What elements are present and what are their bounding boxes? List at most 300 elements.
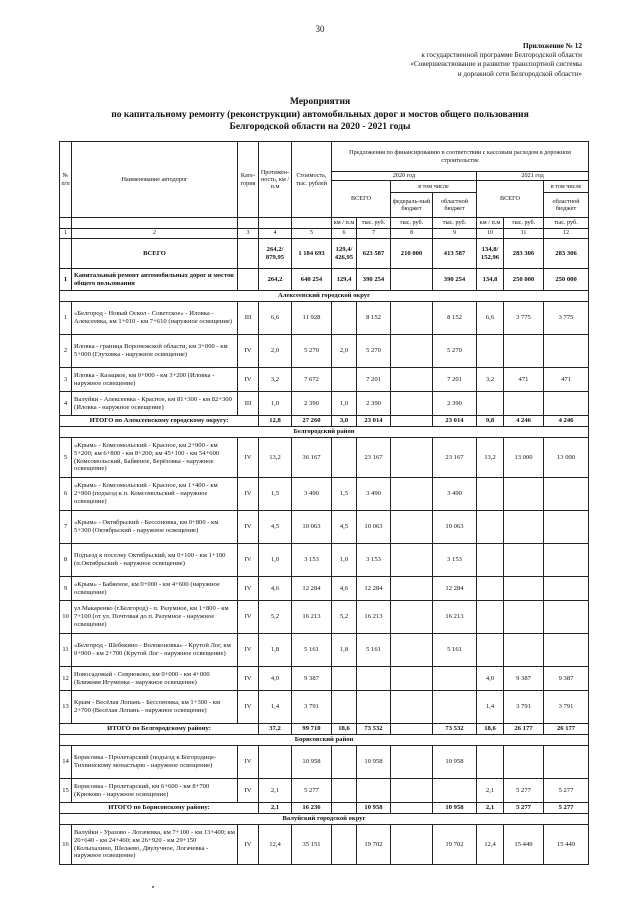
cell-length: 1,4 [259, 691, 292, 724]
cell-rub-2021 [504, 511, 544, 544]
cell-km-2020: 129,4/ 426,95 [332, 239, 357, 269]
cell-km-2020: 129,4 [332, 269, 357, 291]
cell-regional-2020: 7 201 [433, 368, 477, 392]
cell-rub-2020: 23 167 [357, 438, 391, 478]
cell-rub-2020: 10 958 [357, 746, 391, 779]
cell-rub-2021 [504, 634, 544, 667]
cell-regional-2021 [544, 392, 589, 416]
cell-regional-2021: 5 277 [544, 779, 589, 803]
cell-regional-2021 [544, 746, 589, 779]
cell-length: 13,2 [259, 438, 292, 478]
cell-km-2020: 18,6 [332, 724, 357, 735]
row-number: 2 [60, 335, 72, 368]
cell-rub-2020: 5 161 [357, 634, 391, 667]
road-category: IV [238, 601, 259, 634]
row-number: 13 [60, 691, 72, 724]
header-financing: Предложения по финансированию в соответствии с кассовым расходом в дорожном строительстве [332, 142, 589, 172]
road-category: IV [238, 779, 259, 803]
cell-regional-2020: 390 254 [433, 269, 477, 291]
cell-federal [391, 269, 433, 291]
appendix-line: и дорожной сети Белгородской области» [457, 69, 582, 78]
header-year-2020: 2020 год [332, 172, 477, 181]
column-index: 9 [433, 229, 477, 239]
header-regional-2021: областной бюджет [544, 193, 589, 218]
header-federal: федераль-ный бюджет [391, 193, 433, 218]
cell-km-2020 [332, 691, 357, 724]
cell-rub-2021 [504, 392, 544, 416]
cell-regional-2020: 10 958 [433, 746, 477, 779]
cell-federal [391, 724, 433, 735]
cell-cost: 9 387 [292, 667, 332, 691]
cell-km-2021 [477, 335, 504, 368]
row-number: 14 [60, 746, 72, 779]
road-name: «Крым» - Комсомольский - Красное, км 1+400 - км 2+900 (подъезд к п. Комсомольский - наружное освещение) [72, 478, 238, 511]
scan-speck [152, 886, 154, 888]
column-index: 7 [357, 229, 391, 239]
cell-km-2020 [332, 667, 357, 691]
table-row [60, 478, 589, 511]
unit-km: км / п.м [477, 218, 504, 229]
road-name: «Белгород - Новый Оскол - Советское» - Иловка - Алексеевка, км 1+010 - км 7+610 (наружное освещение) [72, 302, 238, 335]
cell-regional-2021: 26 177 [544, 724, 589, 735]
cell-regional-2021: 4 246 [544, 416, 589, 427]
cell-regional-2021: 3 775 [544, 302, 589, 335]
cell-length: 264,2/ 879,95 [259, 239, 292, 269]
table-row [60, 511, 589, 544]
table-row [60, 746, 589, 779]
cell-regional-2020: 5 270 [433, 335, 477, 368]
road-category: IV [238, 544, 259, 577]
cell-km-2020 [332, 368, 357, 392]
header-name: Наименование автодорог [72, 142, 238, 218]
cell-federal [391, 335, 433, 368]
cell-rub-2021: 471 [504, 368, 544, 392]
cell-km-2021: 13,2 [477, 438, 504, 478]
cell-length: 1,0 [259, 544, 292, 577]
row-number: 3 [60, 368, 72, 392]
cell-km-2021 [477, 392, 504, 416]
table-row [60, 667, 589, 691]
group-header-row [60, 735, 589, 746]
cell-length: 12,8 [259, 416, 292, 427]
cell-length: 4,6 [259, 577, 292, 601]
cell-federal [391, 368, 433, 392]
road-name: «Крым» - Октябрьский - Бессоновка, км 0+800 - км 5+300 (Октябрьский - наружное освещение) [72, 511, 238, 544]
cell-cost: 3 490 [292, 478, 332, 511]
group-header-row [60, 291, 589, 302]
cell-rub-2020: 7 201 [357, 368, 391, 392]
group-title: Валуйский городской округ [60, 814, 589, 825]
cell-km-2021: 4,0 [477, 667, 504, 691]
header-category: Кате-гория [238, 142, 259, 218]
header-total-2020: ВСЕГО [332, 181, 391, 218]
cell-rub-2021 [504, 544, 544, 577]
cell-km-2021 [477, 746, 504, 779]
road-category: IV [238, 825, 259, 865]
cell-km-2021 [477, 634, 504, 667]
title-line: Белгородской области на 2020 - 2021 годы [229, 121, 411, 132]
header-total-2021: ВСЕГО [477, 181, 544, 218]
cell-regional-2021 [544, 544, 589, 577]
road-category: IV [238, 746, 259, 779]
cell-rub-2020: 3 490 [357, 478, 391, 511]
cell-rub-2020: 8 152 [357, 302, 391, 335]
cell-cost: 1 184 693 [292, 239, 332, 269]
road-category: IV [238, 478, 259, 511]
cell-rub-2020: 10 958 [357, 803, 391, 814]
cell-rub-2020: 2 390 [357, 392, 391, 416]
section-row [60, 269, 589, 291]
group-title: Алексеевский городской округ [60, 291, 589, 302]
column-index: 1 [60, 229, 72, 239]
cell-federal [391, 577, 433, 601]
cell-regional-2021 [544, 577, 589, 601]
cell-regional-2020: 2 390 [433, 392, 477, 416]
cell-rub-2020 [357, 779, 391, 803]
cell-km-2020 [332, 438, 357, 478]
cell-cost: 36 167 [292, 438, 332, 478]
cell-km-2020: 2,0 [332, 335, 357, 368]
cell-regional-2020: 10 958 [433, 803, 477, 814]
table-row [60, 691, 589, 724]
cell-length: 1,5 [259, 478, 292, 511]
cell-federal: 210 000 [391, 239, 433, 269]
cell-federal [391, 478, 433, 511]
subtotal-label: ИТОГО по Борисовскому району: [60, 803, 259, 814]
cell-length: 2,0 [259, 335, 292, 368]
measures-table [59, 141, 589, 865]
cell-federal [391, 667, 433, 691]
row-number: 8 [60, 544, 72, 577]
road-name: Иловка - граница Воронежской области, км 3+000 - км 5+000 (Глуховка - наружное освещение) [72, 335, 238, 368]
unit-rub: тыс. руб. [357, 218, 391, 229]
subtotal-label: ИТОГО по Белгородскому району: [60, 724, 259, 735]
cell-km-2021: 134,8 [477, 269, 504, 291]
header-incl-2020: в том числе [391, 181, 477, 193]
cell-km-2021: 18,6 [477, 724, 504, 735]
row-number: 4 [60, 392, 72, 416]
cell-length: 2,1 [259, 779, 292, 803]
cell-cost: 11 928 [292, 302, 332, 335]
cell-regional-2020: 10 063 [433, 511, 477, 544]
section-number: I [60, 269, 72, 291]
subtotal-row [60, 416, 589, 427]
table-row [60, 335, 589, 368]
column-index: 8 [391, 229, 433, 239]
cell-regional-2020: 23 014 [433, 416, 477, 427]
cell-cost: 10 063 [292, 511, 332, 544]
cell-rub-2021: 5 277 [504, 803, 544, 814]
cell-regional-2021 [544, 634, 589, 667]
cell-federal [391, 302, 433, 335]
cell-km-2020 [332, 746, 357, 779]
row-number: 5 [60, 438, 72, 478]
cell-km-2021 [477, 577, 504, 601]
cell-federal [391, 825, 433, 865]
cell-cost: 7 672 [292, 368, 332, 392]
table-row [60, 634, 589, 667]
unit-rub: тыс. руб. [391, 218, 433, 229]
road-name: Валуйки - Алексеевка - Красное, км 81+300 - км 82+300 (Иловка - наружное освещение) [72, 392, 238, 416]
road-name: «Крым» - Комсомольский - Красное, км 2+900 - км 5+200; км 6+800 - км 8+200; км 45+100 - км 54+600 (Комсомольский, Бабяеное, Берёзовка - наружное освещение) [72, 438, 238, 478]
cell-regional-2020 [433, 779, 477, 803]
cell-km-2021 [477, 511, 504, 544]
column-index: 2 [72, 229, 238, 239]
cell-length: 3,2 [259, 368, 292, 392]
cell-regional-2020 [433, 691, 477, 724]
cell-regional-2021 [544, 478, 589, 511]
subtotal-label: ИТОГО по Алексеевскому городскому округу: [60, 416, 259, 427]
road-name: Борисовка - Пролетарский, км 6+600 - км 8+700 (Крюково - наружное освещение) [72, 779, 238, 803]
page-number: 30 [315, 24, 325, 34]
cell-regional-2021: 250 000 [544, 269, 589, 291]
cell-rub-2021: 5 277 [504, 779, 544, 803]
row-number: 9 [60, 577, 72, 601]
cell-regional-2020: 5 161 [433, 634, 477, 667]
cell-rub-2020: 23 014 [357, 416, 391, 427]
subtotal-row [60, 803, 589, 814]
row-number: 6 [60, 478, 72, 511]
appendix-line: «Совершенствование и развитие транспортной системы [410, 60, 582, 69]
column-index: 12 [544, 229, 589, 239]
cell-km-2021: 2,1 [477, 779, 504, 803]
road-category: III [238, 302, 259, 335]
cell-km-2020: 1,0 [332, 392, 357, 416]
cell-federal [391, 803, 433, 814]
row-number: 11 [60, 634, 72, 667]
cell-federal [391, 746, 433, 779]
appendix-header [332, 42, 582, 79]
cell-km-2021: 3,2 [477, 368, 504, 392]
road-name: ул.Макаренко (г.Белгород) - п. Разумное, км 1+800 - км 7+100 (от ул. Почтовая до п. Разумное - наружное освещение) [72, 601, 238, 634]
cell-length: 6,6 [259, 302, 292, 335]
group-header-row [60, 427, 589, 438]
road-category: IV [238, 691, 259, 724]
subtotal-row [60, 724, 589, 735]
cell-rub-2021 [504, 478, 544, 511]
cell-rub-2021 [504, 601, 544, 634]
cell-regional-2020: 3 490 [433, 478, 477, 511]
cell-rub-2020: 16 213 [357, 601, 391, 634]
cell-regional-2021 [544, 511, 589, 544]
row-number: 16 [60, 825, 72, 865]
cell-federal [391, 691, 433, 724]
cell-cost: 16 236 [292, 803, 332, 814]
table-row [60, 544, 589, 577]
cell-cost: 10 958 [292, 746, 332, 779]
cell-rub-2020: 73 532 [357, 724, 391, 735]
cell-rub-2021: 283 306 [504, 239, 544, 269]
cell-cost: 5 277 [292, 779, 332, 803]
cell-regional-2021: 13 000 [544, 438, 589, 478]
cell-rub-2021: 13 000 [504, 438, 544, 478]
road-category: IV [238, 634, 259, 667]
section-label: Капитальный ремонт автомобильных дорог и мостов общего пользования [72, 269, 238, 291]
title-line: по капитальному ремонту (реконструкции) автомобильных дорог и мостов общего пользования [111, 108, 529, 120]
cell-federal [391, 392, 433, 416]
cell-regional-2020: 413 587 [433, 239, 477, 269]
cell-rub-2021: 4 246 [504, 416, 544, 427]
cell-federal [391, 416, 433, 427]
cell-regional-2021 [544, 335, 589, 368]
cell-federal [391, 511, 433, 544]
cell-km-2021: 6,6 [477, 302, 504, 335]
cell-km-2021: 12,4 [477, 825, 504, 865]
cell-km-2020: 1,8 [332, 634, 357, 667]
road-category: IV [238, 577, 259, 601]
cell-rub-2020: 623 587 [357, 239, 391, 269]
cell-rub-2021 [504, 746, 544, 779]
cell-rub-2020: 390 254 [357, 269, 391, 291]
cell-length: 1,0 [259, 392, 292, 416]
road-category: IV [238, 438, 259, 478]
cell-km-2021: 134,8/ 152,96 [477, 239, 504, 269]
unit-km: км / п.м [332, 218, 357, 229]
cell-km-2021 [477, 601, 504, 634]
table-row [60, 392, 589, 416]
cell-regional-2020: 23 167 [433, 438, 477, 478]
cell-km-2021: 1,4 [477, 691, 504, 724]
header-num: № п/п [60, 142, 72, 218]
table-row [60, 825, 589, 865]
road-name: Иловка - Казацкое, км 0+000 - км 3+200 (Иловка - наружное освещение) [72, 368, 238, 392]
row-number: 10 [60, 601, 72, 634]
road-category: IV [238, 368, 259, 392]
cell-cost: 2 390 [292, 392, 332, 416]
column-index: 3 [238, 229, 259, 239]
cell-cost: 16 213 [292, 601, 332, 634]
cell-km-2020 [332, 825, 357, 865]
road-category: IV [238, 511, 259, 544]
cell-km-2021 [477, 478, 504, 511]
road-name: Крым - Весёлая Лопань - Бессоновка, км 1+300 - км 2+700 (Весёлая Лопань - наружное освещение) [72, 691, 238, 724]
cell-regional-2020: 3 153 [433, 544, 477, 577]
cell-regional-2020: 8 152 [433, 302, 477, 335]
cell-km-2020: 1,0 [332, 544, 357, 577]
group-header-row [60, 814, 589, 825]
cell-cost: 99 710 [292, 724, 332, 735]
header-regional-2020: областной бюджет [433, 193, 477, 218]
cell-km-2021: 2,1 [477, 803, 504, 814]
cell-km-2020 [332, 779, 357, 803]
cell-regional-2020: 19 702 [433, 825, 477, 865]
cell-km-2020 [332, 803, 357, 814]
cell-regional-2020: 16 213 [433, 601, 477, 634]
cell-length: 2,1 [259, 803, 292, 814]
cell-rub-2021 [504, 577, 544, 601]
table-row [60, 577, 589, 601]
header-length: Протяжен-ность, км / п.м [259, 142, 292, 218]
column-index: 5 [292, 229, 332, 239]
row-number: 1 [60, 302, 72, 335]
cell-km-2021 [477, 544, 504, 577]
cell-federal [391, 544, 433, 577]
road-name: Валуйки - Уразово - Логачевка, км 7+100 - км 13+400; км 20+640 - км 24+460; км 26+920 - км 29+150 (Колыхалино, Шелаево, Двулучное, Логачевка - наружное освещение) [72, 825, 238, 865]
group-title: Борисовский район [60, 735, 589, 746]
road-name: Новосадовый - Севрюково, км 0+000 - км 4+000 (Ближняя Игуменка - наружное освещение) [72, 667, 238, 691]
cell-cost: 3 791 [292, 691, 332, 724]
cell-rub-2020 [357, 667, 391, 691]
unit-rub: тыс. руб. [504, 218, 544, 229]
appendix-line: к государственной программе Белгородской области [421, 51, 582, 60]
row-number: 7 [60, 511, 72, 544]
header-cost: Стоимость, тыс. рублей [292, 142, 332, 218]
cell-rub-2021 [504, 335, 544, 368]
cell-regional-2021: 471 [544, 368, 589, 392]
cell-cost: 27 260 [292, 416, 332, 427]
cell-federal [391, 634, 433, 667]
cell-regional-2021: 283 306 [544, 239, 589, 269]
table-row [60, 601, 589, 634]
grand-total-row [60, 239, 589, 269]
table-row [60, 302, 589, 335]
column-index: 10 [477, 229, 504, 239]
cell-regional-2021: 5 277 [544, 803, 589, 814]
cell-km-2020: 1,5 [332, 478, 357, 511]
cell-cost: 12 284 [292, 577, 332, 601]
cell-regional-2020: 12 284 [433, 577, 477, 601]
cell-federal [391, 438, 433, 478]
cell-cost: 5 161 [292, 634, 332, 667]
grand-total-label: ВСЕГО [72, 239, 238, 269]
road-category: IV [238, 335, 259, 368]
header-year-2021: 2021 год [477, 172, 589, 181]
road-name: Подъезд к поселку Октябрьский, км 0+100 - км 1+100 (п.Октябрьский - наружное освещение) [72, 544, 238, 577]
cell-km-2020: 4,6 [332, 577, 357, 601]
cell-length: 264,2 [259, 269, 292, 291]
cell-rub-2020: 19 702 [357, 825, 391, 865]
appendix-title: Приложение № 12 [523, 42, 582, 50]
cell-cost: 640 254 [292, 269, 332, 291]
cell-rub-2021: 9 387 [504, 667, 544, 691]
table-row [60, 368, 589, 392]
cell-cost: 3 153 [292, 544, 332, 577]
unit-rub: тыс. руб. [433, 218, 477, 229]
cell-rub-2020 [357, 691, 391, 724]
cell-km-2021: 9,8 [477, 416, 504, 427]
cell-rub-2020: 10 063 [357, 511, 391, 544]
column-index: 4 [259, 229, 292, 239]
header-incl-2021: в том числе [544, 181, 589, 193]
cell-federal [391, 779, 433, 803]
cell-rub-2021: 250 000 [504, 269, 544, 291]
road-name: «Крым» - Бабяеное, км 0+000 - км 4+600 (наружное освещение) [72, 577, 238, 601]
table-row [60, 438, 589, 478]
cell-regional-2021: 9 387 [544, 667, 589, 691]
cell-rub-2020: 12 284 [357, 577, 391, 601]
cell-km-2020 [332, 302, 357, 335]
table-row [60, 779, 589, 803]
road-category: III [238, 392, 259, 416]
cell-rub-2020: 5 270 [357, 335, 391, 368]
column-index: 6 [332, 229, 357, 239]
unit-rub: тыс. руб. [544, 218, 589, 229]
cell-rub-2021: 26 177 [504, 724, 544, 735]
cell-regional-2021: 3 791 [544, 691, 589, 724]
cell-rub-2021: 3 791 [504, 691, 544, 724]
group-title: Белгородский район [60, 427, 589, 438]
document-title [0, 96, 640, 134]
cell-cost: 5 270 [292, 335, 332, 368]
cell-length [259, 746, 292, 779]
title-line: Мероприятия [289, 96, 351, 107]
cell-federal [391, 601, 433, 634]
cell-km-2020: 5,2 [332, 601, 357, 634]
row-number: 15 [60, 779, 72, 803]
cell-rub-2021: 3 775 [504, 302, 544, 335]
cell-regional-2020 [433, 667, 477, 691]
cell-km-2020: 4,5 [332, 511, 357, 544]
